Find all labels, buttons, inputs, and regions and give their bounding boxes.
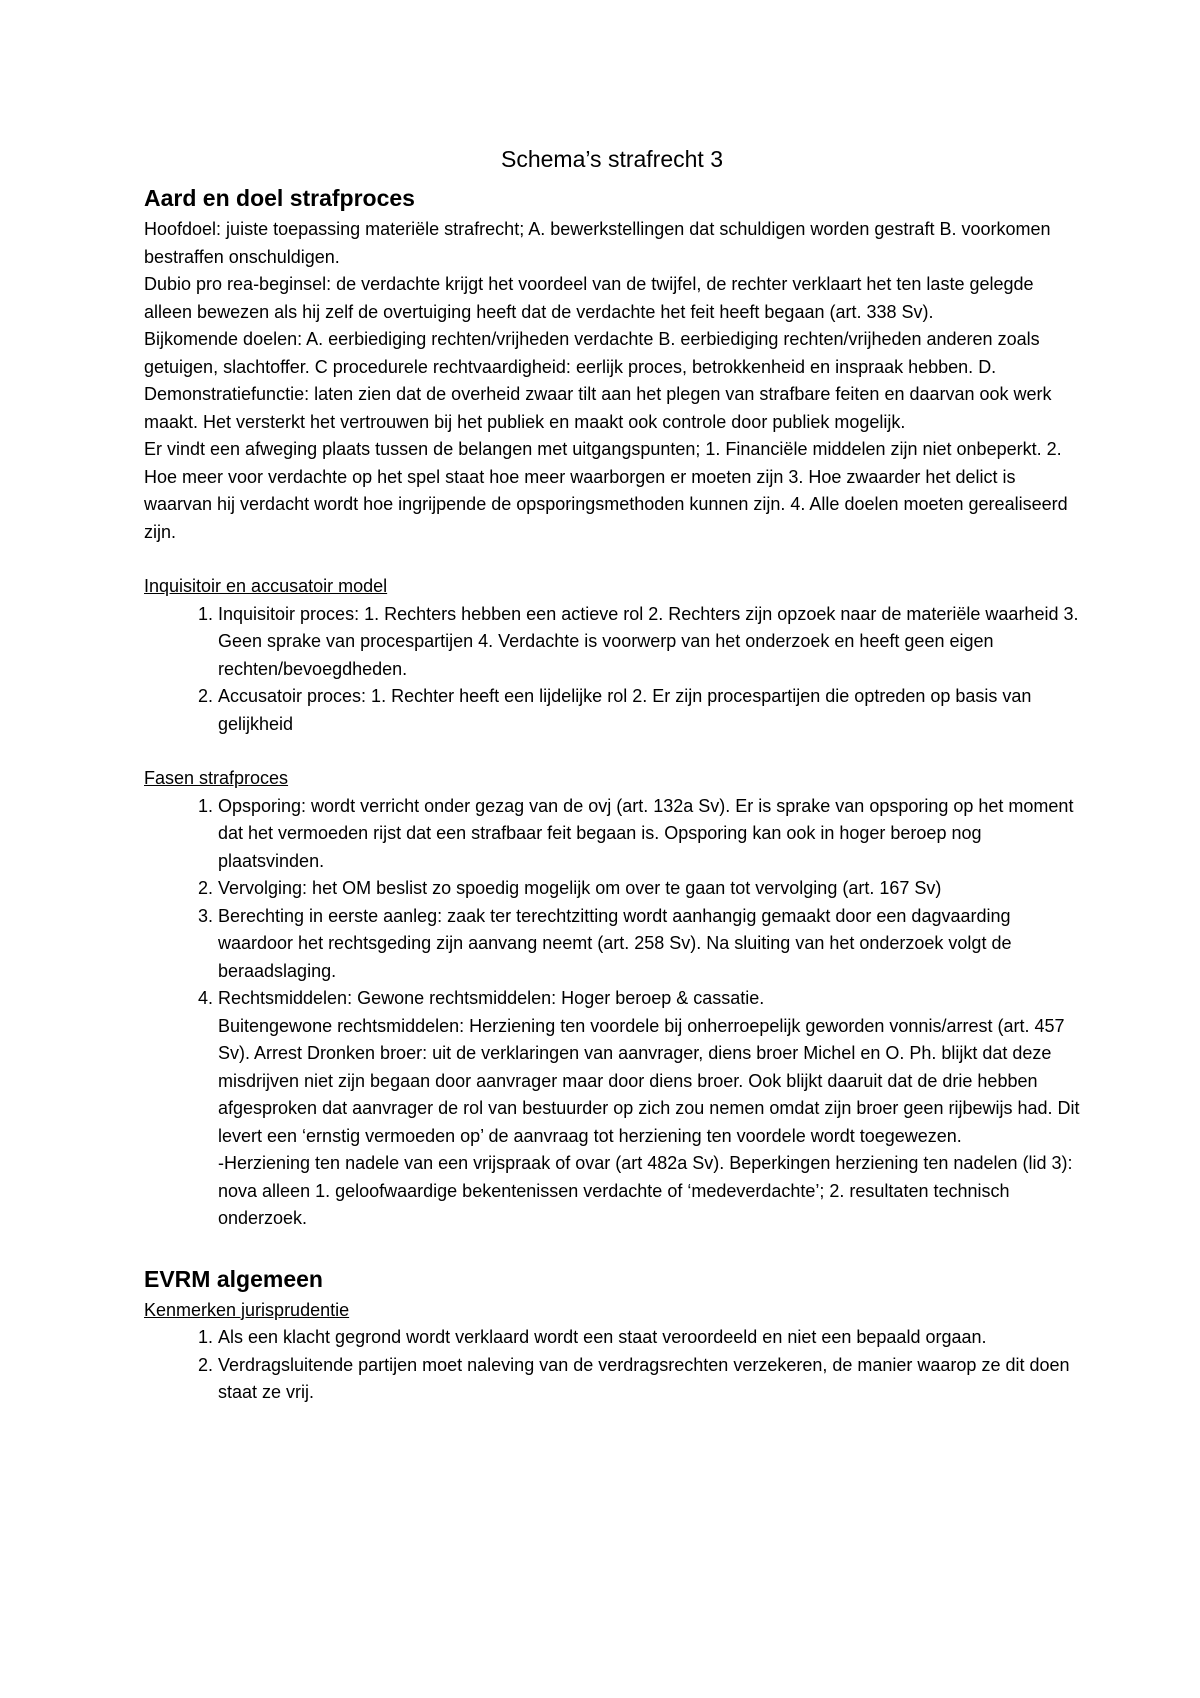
paragraph-dubio-pro-rea: Dubio pro rea-beginsel: de verdachte krijgt het voordeel van de twijfel, de rechter verklaart het ten laste gelegde alleen bewezen als hij zelf de overtuiging heeft dat de verdachte het feit heeft begaan (art. 338 Sv). [144,274,1034,322]
subheading-kenmerken: Kenmerken jurisprudentie [144,1299,350,1320]
list-item: 2. Vervolging: het OM beslist zo spoedig mogelijk om over te gaan tot vervolging (art. 167 Sv) [218,875,1080,903]
rechtsmiddelen-buitengewone: Buitengewone rechtsmiddelen: Herziening ten voordele bij onherroepelijk geworden vonnis/arrest (art. 457 Sv). Arrest Dronken broer: uit de verklaringen van aanvrager, diens broer Michel en O. Ph. blijkt dat deze misdrijven niet zijn begaan door aanvrager maar door diens broer. Ook blijkt daaruit dat de drie hebben afgesproken dat aanvrager de rol van bestuurder op zich zou nemen omdat zijn broer geen rijbewijs had. Dit levert een ‘ernstig vermoeden op’ de aanvraag tot herziening ten voordele wordt toegewezen. [218,1015,1080,1146]
section-heading-evrm: EVRM algemeen [144,1265,323,1292]
list-fasen [144,793,1080,1233]
paragraph-bijkomende-doelen: Bijkomende doelen: A. eerbiediging rechten/vrijheden verdachte B. eerbiediging rechten/vrijheden anderen zoals getuigen, slachtoffer. C procedurele rechtvaardigheid: eerlijk proces, betrokkenheid en inspraak hebben. D. Demonstratiefunctie: laten zien dat de overheid zwaar tilt aan het plegen van strafbare feiten en daarvan ook werk maakt. Het versterkt het vertrouwen bij het publiek en maakt ook controle door publiek mogelijk. [144,329,1052,432]
list-item: 2. Accusatoir proces: 1. Rechter heeft een lijdelijke rol 2. Er zijn procespartijen die optreden op basis van gelijkheid [218,683,1080,738]
subheading-model: Inquisitoir en accusatoir model [144,576,388,596]
list-item: 2. Verdragsluitende partijen moet naleving van de verdragsrechten verzekeren, de manier waarop ze dit doen staat ze vrij. [218,1352,1080,1407]
paragraph-hoofddoel: Hoofdoel: juiste toepassing materiële strafrecht; A. bewerkstellingen dat schuldigen worden gestraft B. voorkomen bestraffen onschuldigen. [144,219,1051,267]
herziening-ten-nadele: -Herziening ten nadele van een vrijspraak of ovar (art 482a Sv). Beperkingen herziening ten nadelen (lid 3): nova alleen 1. geloofwaardige bekentenissen verdachte of ‘medeverdachte’; 2. resultaten technisch onderzoek. [218,1153,1073,1228]
rechtsmiddelen-gewone: 4. Rechtsmiddelen: Gewone rechtsmiddelen: Hoger beroep & cassatie. [218,988,765,1008]
subheading-fasen: Fasen strafproces [144,768,289,788]
list-item: 1. Inquisitoir proces: 1. Rechters hebben een actieve rol 2. Rechters zijn opzoek naar de materiële waarheid 3. Geen sprake van procespartijen 4. Verdachte is voorwerp van het onderzoek en heeft geen eigen rechten/bevoegdheden. [218,601,1080,684]
list-model [144,601,1080,739]
document-title: Schema’s strafrecht 3 [500,146,723,172]
list-kenmerken [144,1324,1080,1407]
list-item-rechtsmiddelen [218,985,1080,1233]
list-item: 1. Als een klacht gegrond wordt verklaard wordt een staat veroordeeld en niet een bepaald orgaan. [218,1324,1080,1352]
section-heading-aard-en-doel: Aard en doel strafproces [144,185,415,211]
list-item: 3. Berechting in eerste aanleg: zaak ter terechtzitting wordt aanhangig gemaakt door een dagvaarding waardoor het rechtsgeding zijn aanvang neemt (art. 258 Sv). Na sluiting van het onderzoek volgt de beraadslaging. [218,903,1080,986]
paragraph-afweging: Er vindt een afweging plaats tussen de belangen met uitgangspunten; 1. Financiële middelen zijn niet onbeperkt. 2. Hoe meer voor verdachte op het spel staat hoe meer waarborgen er moeten zijn 3. Hoe zwaarder het delict is waarvan hij verdacht wordt hoe ingrijpende de opsporingsmethoden kunnen zijn. 4. Alle doelen moeten gerealiseerd zijn. [144,439,1068,542]
list-item: 1. Opsporing: wordt verricht onder gezag van de ovj (art. 132a Sv). Er is sprake van opsporing op het moment dat het vermoeden rijst dat een strafbaar feit begaan is. Opsporing kan ook in hoger beroep nog plaatsvinden. [218,793,1080,876]
